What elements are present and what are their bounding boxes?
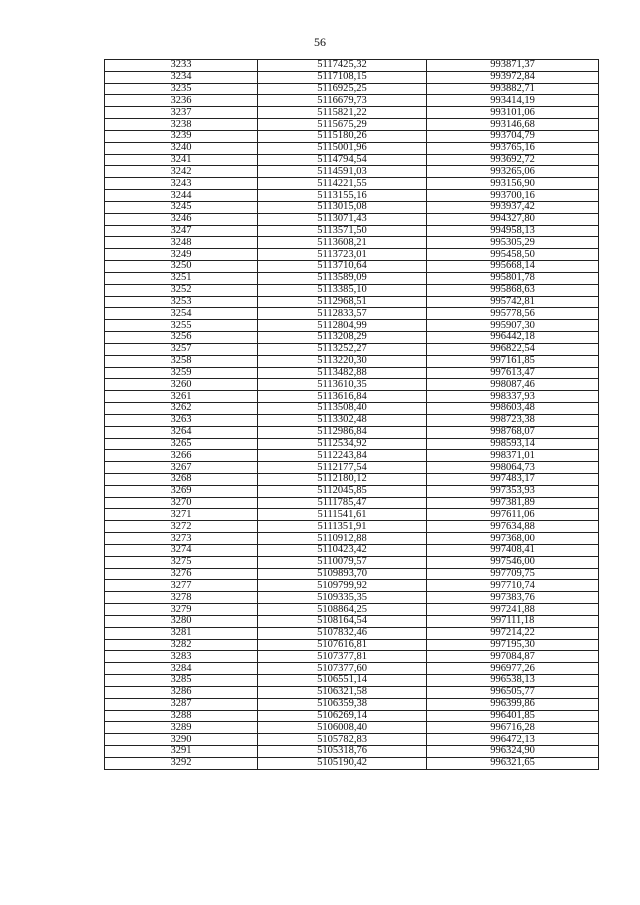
table-row (105, 734, 599, 746)
point-number-cell: 3289 (105, 722, 258, 734)
table-row (105, 592, 599, 604)
point-number-cell: 3236 (105, 95, 258, 107)
table-row (105, 71, 599, 83)
point-number-cell: 3250 (105, 261, 258, 273)
x-coordinate-cell: 5114794,54 (258, 154, 427, 166)
y-coordinate-cell: 996399,86 (427, 698, 599, 710)
x-coordinate-cell: 5113710,64 (258, 261, 427, 273)
y-coordinate-cell: 997381,89 (427, 497, 599, 509)
point-number-cell: 3249 (105, 249, 258, 261)
y-coordinate-cell: 995778,56 (427, 308, 599, 320)
point-number-cell: 3279 (105, 604, 258, 616)
x-coordinate-cell: 5107377,81 (258, 651, 427, 663)
x-coordinate-cell: 5113208,29 (258, 332, 427, 344)
table-row (105, 746, 599, 758)
table-row (105, 83, 599, 95)
y-coordinate-cell: 995668,14 (427, 261, 599, 273)
y-coordinate-cell: 993265,06 (427, 166, 599, 178)
point-number-cell: 3241 (105, 154, 258, 166)
y-coordinate-cell: 993146,68 (427, 119, 599, 131)
table-row (105, 426, 599, 438)
table-row (105, 509, 599, 521)
table-row (105, 604, 599, 616)
y-coordinate-cell: 997709,75 (427, 568, 599, 580)
x-coordinate-cell: 5113220,30 (258, 355, 427, 367)
table-row (105, 119, 599, 131)
x-coordinate-cell: 5112243,84 (258, 450, 427, 462)
y-coordinate-cell: 996822,54 (427, 343, 599, 355)
coordinates-table (104, 59, 599, 770)
y-coordinate-cell: 993871,37 (427, 60, 599, 72)
point-number-cell: 3260 (105, 379, 258, 391)
point-number-cell: 3244 (105, 190, 258, 202)
point-number-cell: 3268 (105, 473, 258, 485)
table-row (105, 698, 599, 710)
table-row (105, 272, 599, 284)
y-coordinate-cell: 996472,13 (427, 734, 599, 746)
y-coordinate-cell: 998087,46 (427, 379, 599, 391)
x-coordinate-cell: 5114221,55 (258, 178, 427, 190)
y-coordinate-cell: 993704,79 (427, 130, 599, 142)
x-coordinate-cell: 5116925,25 (258, 83, 427, 95)
table-row (105, 261, 599, 273)
x-coordinate-cell: 5113571,50 (258, 225, 427, 237)
y-coordinate-cell: 997353,93 (427, 485, 599, 497)
x-coordinate-cell: 5105190,42 (258, 757, 427, 769)
point-number-cell: 3267 (105, 462, 258, 474)
x-coordinate-cell: 5109335,35 (258, 592, 427, 604)
y-coordinate-cell: 997483,17 (427, 473, 599, 485)
point-number-cell: 3233 (105, 60, 258, 72)
table-row (105, 438, 599, 450)
x-coordinate-cell: 5112804,99 (258, 320, 427, 332)
x-coordinate-cell: 5109799,92 (258, 580, 427, 592)
y-coordinate-cell: 996716,28 (427, 722, 599, 734)
point-number-cell: 3284 (105, 663, 258, 675)
y-coordinate-cell: 994958,13 (427, 225, 599, 237)
x-coordinate-cell: 5115001,96 (258, 142, 427, 154)
table-row (105, 462, 599, 474)
table-row (105, 225, 599, 237)
point-number-cell: 3275 (105, 556, 258, 568)
y-coordinate-cell: 997195,30 (427, 639, 599, 651)
y-coordinate-cell: 993700,16 (427, 190, 599, 202)
table-row (105, 675, 599, 687)
table-row (105, 473, 599, 485)
table-row (105, 568, 599, 580)
point-number-cell: 3264 (105, 426, 258, 438)
point-number-cell: 3246 (105, 213, 258, 225)
y-coordinate-cell: 997634,88 (427, 521, 599, 533)
x-coordinate-cell: 5106321,58 (258, 686, 427, 698)
point-number-cell: 3277 (105, 580, 258, 592)
table-row (105, 686, 599, 698)
table-row (105, 710, 599, 722)
table-row (105, 414, 599, 426)
table-row (105, 497, 599, 509)
point-number-cell: 3278 (105, 592, 258, 604)
point-number-cell: 3271 (105, 509, 258, 521)
y-coordinate-cell: 996505,77 (427, 686, 599, 698)
point-number-cell: 3288 (105, 710, 258, 722)
table-row (105, 213, 599, 225)
x-coordinate-cell: 5113610,35 (258, 379, 427, 391)
y-coordinate-cell: 993692,72 (427, 154, 599, 166)
y-coordinate-cell: 997611,06 (427, 509, 599, 521)
table-row (105, 627, 599, 639)
y-coordinate-cell: 997710,74 (427, 580, 599, 592)
point-number-cell: 3286 (105, 686, 258, 698)
point-number-cell: 3253 (105, 296, 258, 308)
y-coordinate-cell: 995305,29 (427, 237, 599, 249)
y-coordinate-cell: 997214,22 (427, 627, 599, 639)
x-coordinate-cell: 5107832,46 (258, 627, 427, 639)
point-number-cell: 3272 (105, 521, 258, 533)
point-number-cell: 3251 (105, 272, 258, 284)
x-coordinate-cell: 5112045,85 (258, 485, 427, 497)
x-coordinate-cell: 5110423,42 (258, 544, 427, 556)
x-coordinate-cell: 5106008,40 (258, 722, 427, 734)
y-coordinate-cell: 996977,26 (427, 663, 599, 675)
x-coordinate-cell: 5106551,14 (258, 675, 427, 687)
y-coordinate-cell: 998337,93 (427, 391, 599, 403)
point-number-cell: 3243 (105, 178, 258, 190)
x-coordinate-cell: 5113071,43 (258, 213, 427, 225)
x-coordinate-cell: 5108164,54 (258, 615, 427, 627)
table-row (105, 320, 599, 332)
x-coordinate-cell: 5111785,47 (258, 497, 427, 509)
table-row (105, 201, 599, 213)
table-row (105, 296, 599, 308)
point-number-cell: 3290 (105, 734, 258, 746)
x-coordinate-cell: 5117108,15 (258, 71, 427, 83)
table-row (105, 190, 599, 202)
table-row (105, 651, 599, 663)
x-coordinate-cell: 5113589,09 (258, 272, 427, 284)
x-coordinate-cell: 5105782,83 (258, 734, 427, 746)
point-number-cell: 3281 (105, 627, 258, 639)
point-number-cell: 3269 (105, 485, 258, 497)
x-coordinate-cell: 5112180,12 (258, 473, 427, 485)
page-number: 56 (314, 35, 326, 49)
y-coordinate-cell: 995458,50 (427, 249, 599, 261)
point-number-cell: 3266 (105, 450, 258, 462)
point-number-cell: 3235 (105, 83, 258, 95)
x-coordinate-cell: 5108864,25 (258, 604, 427, 616)
point-number-cell: 3245 (105, 201, 258, 213)
x-coordinate-cell: 5113608,21 (258, 237, 427, 249)
table-row (105, 107, 599, 119)
y-coordinate-cell: 997408,41 (427, 544, 599, 556)
point-number-cell: 3283 (105, 651, 258, 663)
x-coordinate-cell: 5113302,48 (258, 414, 427, 426)
x-coordinate-cell: 5113508,40 (258, 403, 427, 415)
x-coordinate-cell: 5105318,76 (258, 746, 427, 758)
table-row (105, 615, 599, 627)
y-coordinate-cell: 997546,00 (427, 556, 599, 568)
x-coordinate-cell: 5115675,29 (258, 119, 427, 131)
x-coordinate-cell: 5113155,16 (258, 190, 427, 202)
y-coordinate-cell: 998768,07 (427, 426, 599, 438)
point-number-cell: 3285 (105, 675, 258, 687)
y-coordinate-cell: 997111,18 (427, 615, 599, 627)
x-coordinate-cell: 5113252,27 (258, 343, 427, 355)
y-coordinate-cell: 996321,65 (427, 757, 599, 769)
x-coordinate-cell: 5113723,01 (258, 249, 427, 261)
point-number-cell: 3254 (105, 308, 258, 320)
point-number-cell: 3263 (105, 414, 258, 426)
table-row (105, 379, 599, 391)
table-row (105, 663, 599, 675)
x-coordinate-cell: 5107616,81 (258, 639, 427, 651)
point-number-cell: 3280 (105, 615, 258, 627)
x-coordinate-cell: 5112986,84 (258, 426, 427, 438)
y-coordinate-cell: 997613,47 (427, 367, 599, 379)
table-row (105, 284, 599, 296)
y-coordinate-cell: 993882,71 (427, 83, 599, 95)
y-coordinate-cell: 993156,90 (427, 178, 599, 190)
y-coordinate-cell: 993101,06 (427, 107, 599, 119)
x-coordinate-cell: 5112833,57 (258, 308, 427, 320)
point-number-cell: 3238 (105, 119, 258, 131)
y-coordinate-cell: 994327,80 (427, 213, 599, 225)
table-row (105, 166, 599, 178)
y-coordinate-cell: 998064,73 (427, 462, 599, 474)
table-row (105, 130, 599, 142)
x-coordinate-cell: 5112968,51 (258, 296, 427, 308)
x-coordinate-cell: 5116679,73 (258, 95, 427, 107)
table-row (105, 343, 599, 355)
y-coordinate-cell: 995801,78 (427, 272, 599, 284)
x-coordinate-cell: 5109893,70 (258, 568, 427, 580)
x-coordinate-cell: 5115821,22 (258, 107, 427, 119)
y-coordinate-cell: 995742,81 (427, 296, 599, 308)
point-number-cell: 3256 (105, 332, 258, 344)
point-number-cell: 3240 (105, 142, 258, 154)
table-row (105, 391, 599, 403)
x-coordinate-cell: 5113482,88 (258, 367, 427, 379)
y-coordinate-cell: 996401,85 (427, 710, 599, 722)
x-coordinate-cell: 5112177,54 (258, 462, 427, 474)
x-coordinate-cell: 5114591,03 (258, 166, 427, 178)
y-coordinate-cell: 997241,88 (427, 604, 599, 616)
x-coordinate-cell: 5110079,57 (258, 556, 427, 568)
table-row (105, 332, 599, 344)
y-coordinate-cell: 998371,01 (427, 450, 599, 462)
y-coordinate-cell: 996324,90 (427, 746, 599, 758)
table-row (105, 757, 599, 769)
point-number-cell: 3262 (105, 403, 258, 415)
table-row (105, 355, 599, 367)
x-coordinate-cell: 5111351,91 (258, 521, 427, 533)
x-coordinate-cell: 5113015,08 (258, 201, 427, 213)
table-row (105, 142, 599, 154)
y-coordinate-cell: 995907,30 (427, 320, 599, 332)
point-number-cell: 3248 (105, 237, 258, 249)
point-number-cell: 3287 (105, 698, 258, 710)
y-coordinate-cell: 993972,84 (427, 71, 599, 83)
point-number-cell: 3242 (105, 166, 258, 178)
table-row (105, 450, 599, 462)
point-number-cell: 3259 (105, 367, 258, 379)
point-number-cell: 3276 (105, 568, 258, 580)
point-number-cell: 3261 (105, 391, 258, 403)
point-number-cell: 3258 (105, 355, 258, 367)
x-coordinate-cell: 5110912,88 (258, 533, 427, 545)
x-coordinate-cell: 5117425,32 (258, 60, 427, 72)
table-row (105, 722, 599, 734)
y-coordinate-cell: 993937,42 (427, 201, 599, 213)
x-coordinate-cell: 5111541,61 (258, 509, 427, 521)
point-number-cell: 3274 (105, 544, 258, 556)
point-number-cell: 3247 (105, 225, 258, 237)
point-number-cell: 3255 (105, 320, 258, 332)
table-row (105, 544, 599, 556)
coordinates-table-body (105, 60, 599, 770)
table-row (105, 249, 599, 261)
point-number-cell: 3291 (105, 746, 258, 758)
table-row (105, 95, 599, 107)
point-number-cell: 3237 (105, 107, 258, 119)
x-coordinate-cell: 5107377,60 (258, 663, 427, 675)
y-coordinate-cell: 998603,48 (427, 403, 599, 415)
x-coordinate-cell: 5115180,26 (258, 130, 427, 142)
point-number-cell: 3265 (105, 438, 258, 450)
point-number-cell: 3270 (105, 497, 258, 509)
x-coordinate-cell: 5112534,92 (258, 438, 427, 450)
x-coordinate-cell: 5113385,10 (258, 284, 427, 296)
x-coordinate-cell: 5106269,14 (258, 710, 427, 722)
point-number-cell: 3234 (105, 71, 258, 83)
y-coordinate-cell: 998593,14 (427, 438, 599, 450)
y-coordinate-cell: 997368,00 (427, 533, 599, 545)
table-row (105, 639, 599, 651)
table-row (105, 521, 599, 533)
y-coordinate-cell: 998723,38 (427, 414, 599, 426)
point-number-cell: 3273 (105, 533, 258, 545)
x-coordinate-cell: 5106359,38 (258, 698, 427, 710)
y-coordinate-cell: 997383,76 (427, 592, 599, 604)
y-coordinate-cell: 997161,85 (427, 355, 599, 367)
x-coordinate-cell: 5113616,84 (258, 391, 427, 403)
point-number-cell: 3292 (105, 757, 258, 769)
point-number-cell: 3239 (105, 130, 258, 142)
table-row (105, 154, 599, 166)
table-row (105, 485, 599, 497)
table-row (105, 60, 599, 72)
point-number-cell: 3257 (105, 343, 258, 355)
point-number-cell: 3282 (105, 639, 258, 651)
y-coordinate-cell: 997084,87 (427, 651, 599, 663)
table-row (105, 237, 599, 249)
table-row (105, 178, 599, 190)
table-row (105, 556, 599, 568)
y-coordinate-cell: 995868,63 (427, 284, 599, 296)
table-row (105, 367, 599, 379)
table-row (105, 403, 599, 415)
table-row (105, 308, 599, 320)
y-coordinate-cell: 993765,16 (427, 142, 599, 154)
table-row (105, 533, 599, 545)
point-number-cell: 3252 (105, 284, 258, 296)
y-coordinate-cell: 996538,13 (427, 675, 599, 687)
y-coordinate-cell: 993414,19 (427, 95, 599, 107)
table-row (105, 580, 599, 592)
y-coordinate-cell: 996442,18 (427, 332, 599, 344)
